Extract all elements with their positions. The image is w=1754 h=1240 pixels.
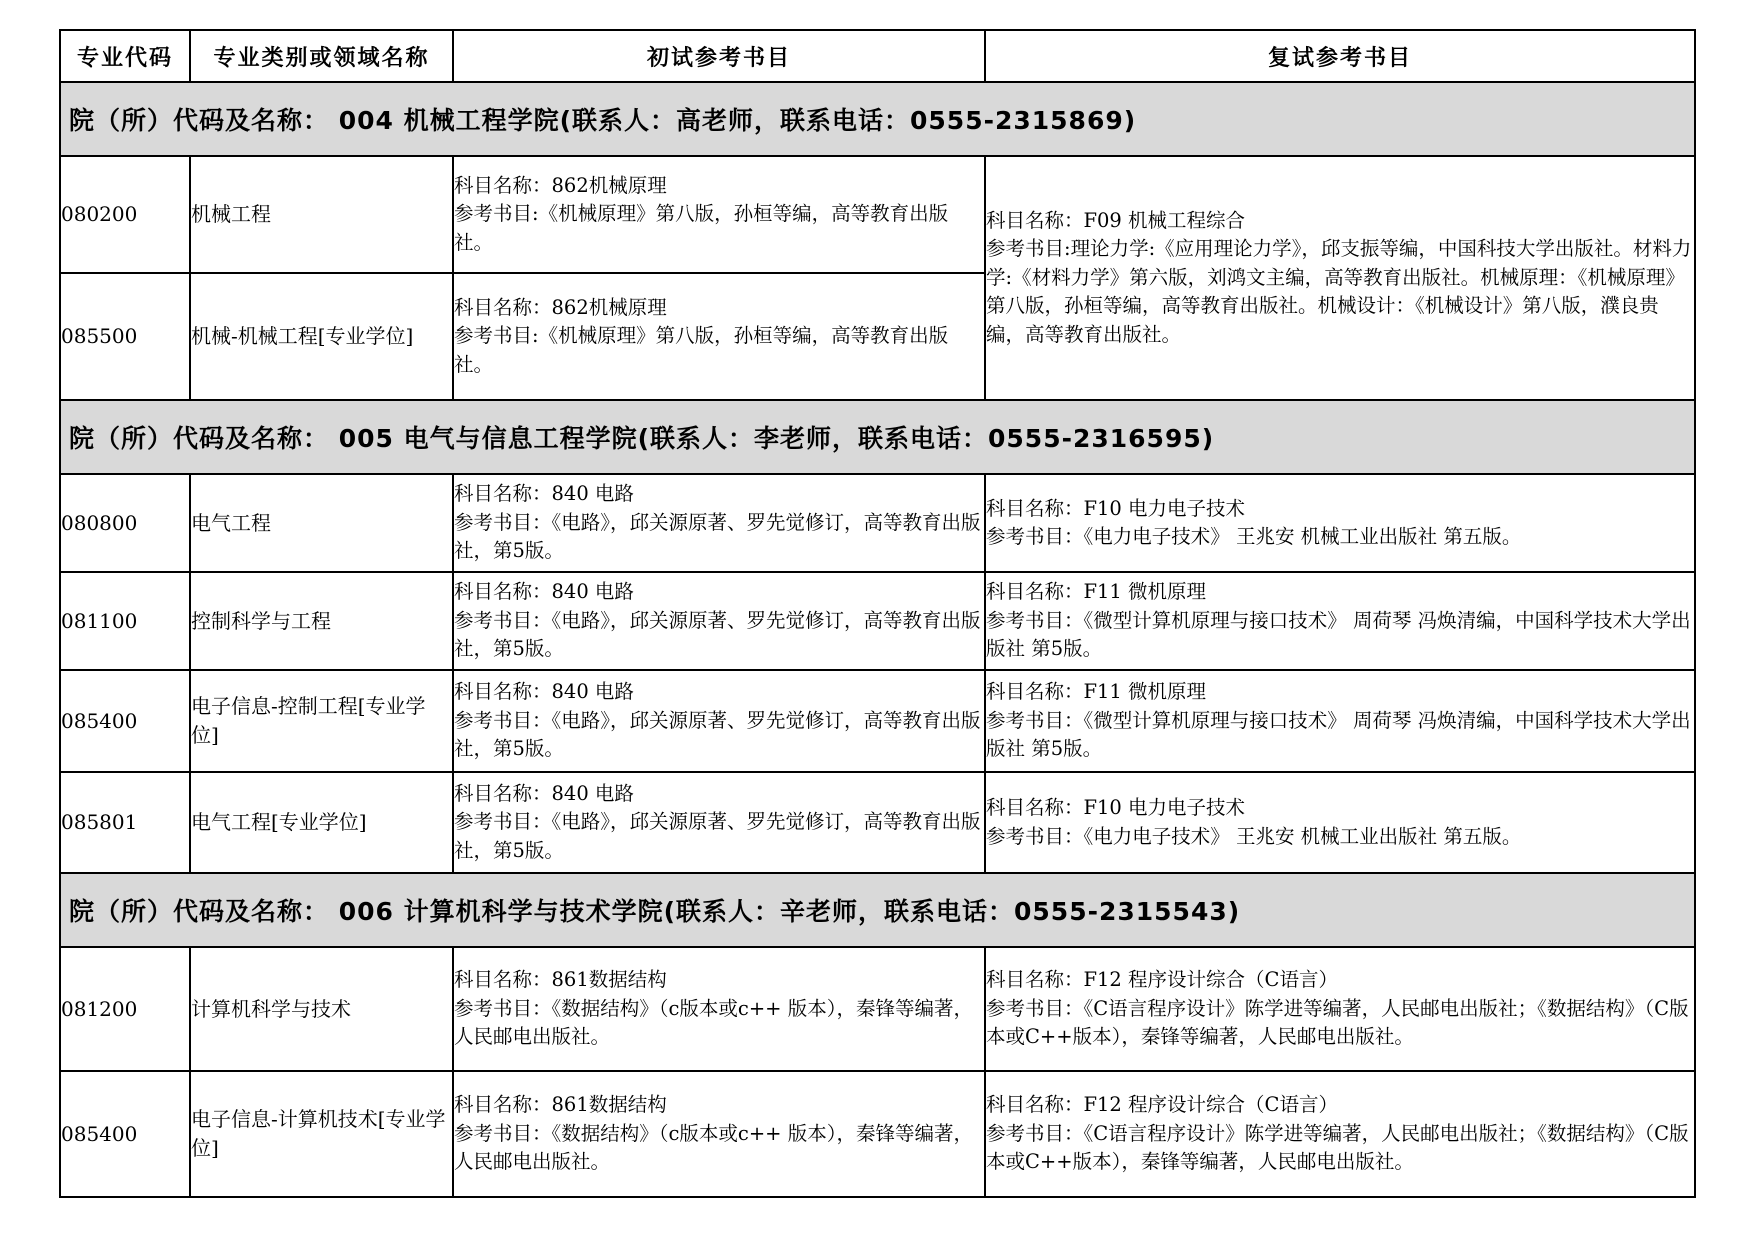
major-name: 电子信息-计算机技术[专业学位] (190, 1071, 453, 1197)
book-line: 参考书目:《机械原理》第八版，孙桓等编，高等教育出版社。 (454, 324, 949, 376)
retest-books (985, 156, 1695, 400)
major-name: 电子信息-控制工程[专业学位] (190, 670, 453, 772)
book-line: 参考书目:《机械原理》第八版，孙桓等编，高等教育出版社。 (454, 202, 949, 254)
major-name: 机械工程 (190, 156, 453, 273)
subject-line: 科目名称：F09 机械工程综合 (986, 208, 1246, 232)
table-row (60, 670, 1695, 772)
major-code: 081100 (60, 572, 190, 670)
retest-books (985, 1071, 1695, 1197)
book-line: 参考书目：《C语言程序设计》陈学进等编著，人民邮电出版社；《数据结构》（C版本或C++版本），秦锋等编著，人民邮电出版社。 (986, 996, 1689, 1049)
section-row (60, 82, 1695, 156)
header-retest: 复试参考书目 (985, 30, 1695, 82)
book-line: 参考书目：《微型计算机原理与接口技术》 周荷琴 冯焕清编，中国科学技术大学出版社 第5版。 (986, 608, 1691, 661)
subject-line: 科目名称：861数据结构 (454, 968, 667, 992)
book-line: 参考书目：《数据结构》（c版本或c++ 版本），秦锋等编著，人民邮电出版社。 (454, 1121, 973, 1174)
header-initial: 初试参考书目 (453, 30, 985, 82)
book-line: 参考书目：《电路》，邱关源原著、罗先觉修订，高等教育出版社，第5版。 (454, 708, 981, 761)
subject-line: 科目名称：F10 电力电子技术 (986, 496, 1246, 520)
table-row (60, 1071, 1695, 1197)
table-row (60, 156, 1695, 273)
subject-line: 科目名称：F12 程序设计综合（C语言） (986, 968, 1338, 992)
major-code: 080800 (60, 474, 190, 572)
major-code: 085500 (60, 273, 190, 400)
retest-books (985, 474, 1695, 572)
subject-line: 科目名称：862机械原理 (454, 173, 667, 197)
subject-line: 科目名称：840 电路 (454, 680, 634, 704)
initial-books (453, 1071, 985, 1197)
major-code: 080200 (60, 156, 190, 273)
book-line: 参考书目：《C语言程序设计》陈学进等编著，人民邮电出版社；《数据结构》（C版本或C++版本），秦锋等编著，人民邮电出版社。 (986, 1121, 1689, 1174)
subject-line: 科目名称：861数据结构 (454, 1093, 667, 1117)
header-code: 专业代码 (60, 30, 190, 82)
major-code: 085400 (60, 1071, 190, 1197)
book-line: 参考书目：《电路》，邱关源原著、罗先觉修订，高等教育出版社，第5版。 (454, 810, 981, 862)
retest-books (985, 670, 1695, 772)
table-row (60, 772, 1695, 873)
major-name: 机械-机械工程[专业学位] (190, 273, 453, 400)
table-row (60, 947, 1695, 1071)
initial-books (453, 772, 985, 873)
subject-line: 科目名称：840 电路 (454, 580, 634, 604)
subject-line: 科目名称：F10 电力电子技术 (986, 796, 1246, 819)
initial-books (453, 572, 985, 670)
major-name: 电气工程[专业学位] (190, 772, 453, 873)
section-title: 院（所）代码及名称： 006 计算机科学与技术学院(联系人：辛老师，联系电话：0555-2315543) (60, 873, 1695, 947)
retest-books (985, 947, 1695, 1071)
initial-books (453, 474, 985, 572)
subject-line: 科目名称：F11 微机原理 (986, 580, 1207, 604)
header-row (60, 30, 1695, 82)
retest-books (985, 572, 1695, 670)
section-row (60, 400, 1695, 474)
section-title: 院（所）代码及名称： 005 电气与信息工程学院(联系人：李老师，联系电话：0555-2316595) (60, 400, 1695, 474)
major-code: 085801 (60, 772, 190, 873)
table-row (60, 572, 1695, 670)
book-line: 参考书目：《电路》，邱关源原著、罗先觉修订，高等教育出版社，第5版。 (454, 510, 981, 563)
book-line: 参考书目:理论力学:《应用理论力学》，邱支振等编，中国科技大学出版社。材料力学:《材料力学》第六版，刘鸿文主编，高等教育出版社。机械原理：《机械原理》第八版，孙桓等编，高等教育出版社。机械设计：《机械设计》第八版，濮良贵编，高等教育出版社。 (986, 237, 1692, 346)
subject-line: 科目名称：F12 程序设计综合（C语言） (986, 1093, 1338, 1117)
book-line: 参考书目：《电力电子技术》 王兆安 机械工业出版社 第五版。 (986, 525, 1522, 548)
initial-books (453, 670, 985, 772)
retest-books (985, 772, 1695, 873)
subject-line: 科目名称：840 电路 (454, 781, 634, 805)
header-name: 专业类别或领域名称 (190, 30, 453, 82)
subject-line: 科目名称：F11 微机原理 (986, 680, 1207, 704)
section-title: 院（所）代码及名称： 004 机械工程学院(联系人：高老师，联系电话：0555-2315869) (60, 82, 1695, 156)
subject-line: 科目名称：862机械原理 (454, 295, 667, 319)
major-name: 计算机科学与技术 (190, 947, 453, 1071)
initial-books (453, 156, 985, 273)
initial-books (453, 947, 985, 1071)
major-name: 电气工程 (190, 474, 453, 572)
book-line: 参考书目：《数据结构》（c版本或c++ 版本），秦锋等编著，人民邮电出版社。 (454, 996, 973, 1049)
book-line: 参考书目：《电力电子技术》 王兆安 机械工业出版社 第五版。 (986, 824, 1522, 848)
subject-line: 科目名称：840 电路 (454, 482, 634, 506)
book-line: 参考书目：《电路》，邱关源原著、罗先觉修订，高等教育出版社，第5版。 (454, 608, 981, 661)
section-row (60, 873, 1695, 947)
reference-book-table (59, 29, 1696, 1198)
major-name: 控制科学与工程 (190, 572, 453, 670)
table-row (60, 474, 1695, 572)
major-code: 085400 (60, 670, 190, 772)
major-code: 081200 (60, 947, 190, 1071)
initial-books (453, 273, 985, 400)
book-line: 参考书目：《微型计算机原理与接口技术》 周荷琴 冯焕清编，中国科学技术大学出版社 第5版。 (986, 708, 1691, 761)
